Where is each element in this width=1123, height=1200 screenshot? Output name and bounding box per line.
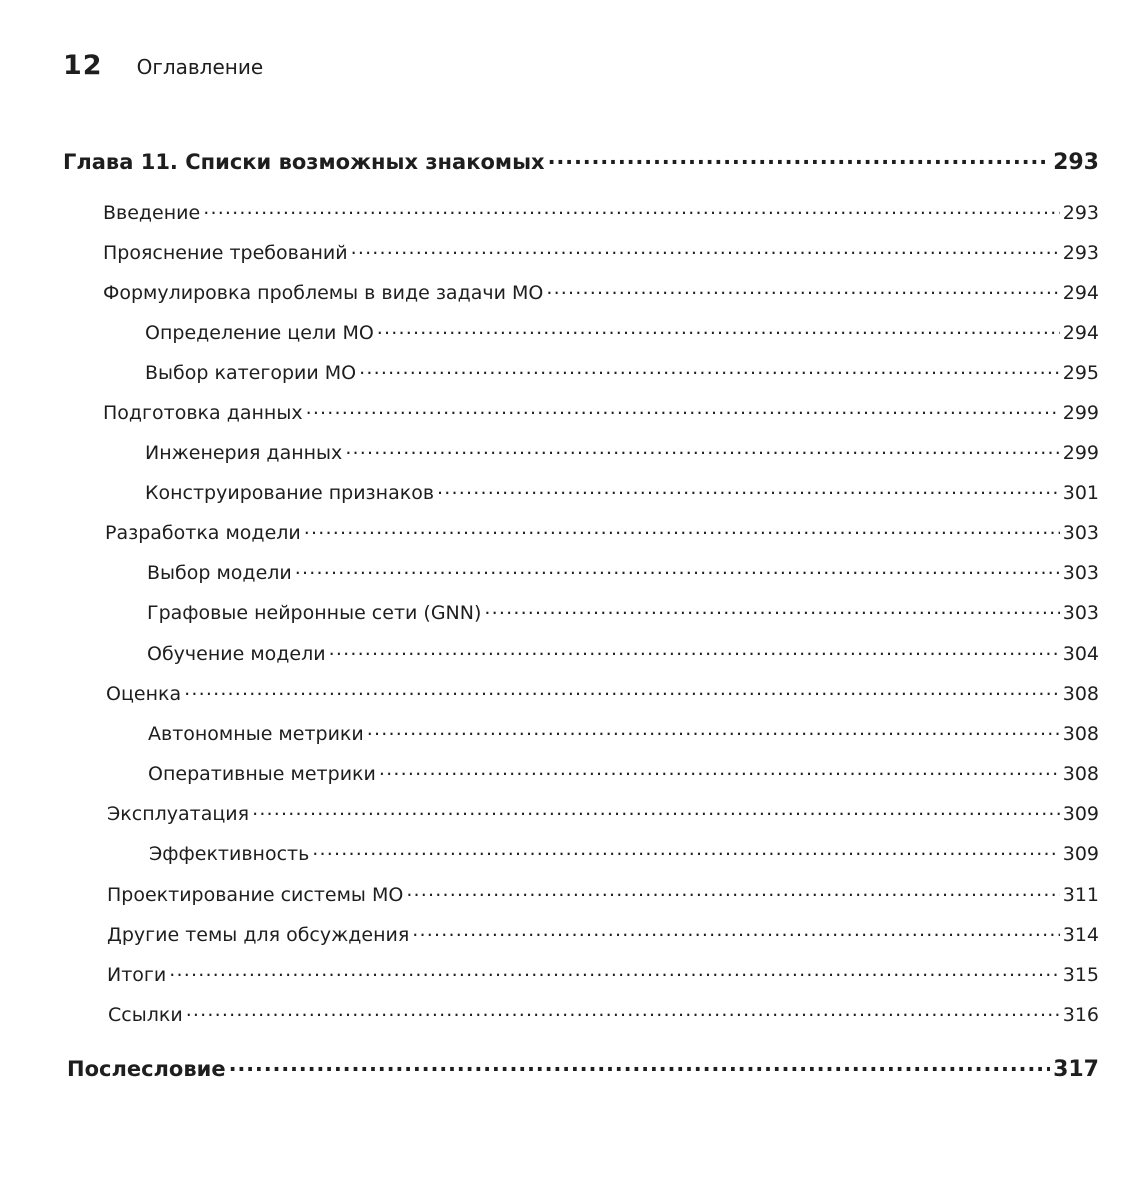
toc-leader-dots xyxy=(169,962,1059,981)
toc-entry-page: 293 xyxy=(1062,242,1099,264)
toc-leader-dots xyxy=(359,360,1060,379)
toc-entry-page: 303 xyxy=(1062,602,1099,624)
toc-entry-page: 308 xyxy=(1062,723,1099,745)
toc-entry-page: 295 xyxy=(1062,362,1099,384)
toc-entry xyxy=(103,200,1099,224)
toc-entry-page: 293 xyxy=(1062,202,1099,224)
toc-entry xyxy=(147,641,1099,665)
toc-entry-title: Графовые нейронные сети (GNN) xyxy=(147,602,482,624)
toc-entry xyxy=(147,600,1099,624)
toc-entry xyxy=(107,801,1099,825)
toc-entry-page: 304 xyxy=(1062,643,1099,665)
toc-leader-dots xyxy=(312,841,1059,860)
page-number: 12 xyxy=(63,50,103,81)
toc-entry xyxy=(149,841,1099,865)
toc-entry-page: 294 xyxy=(1062,282,1099,304)
toc-entry-title: Оценка xyxy=(106,683,182,705)
toc-entry-afterword xyxy=(67,1055,1099,1082)
toc-leader-dots xyxy=(229,1055,1050,1076)
toc-entry-title: Формулировка проблемы в виде задачи МО xyxy=(103,282,544,304)
toc-entry-title: Другие темы для обсуждения xyxy=(107,924,410,946)
toc-leader-dots xyxy=(295,560,1060,579)
toc-entry-page: 294 xyxy=(1062,322,1099,344)
toc-entry-title: Эффективность xyxy=(149,843,310,865)
toc-entry xyxy=(103,280,1099,304)
toc-entry-title: Выбор модели xyxy=(147,562,292,584)
toc-entry-title: Разработка модели xyxy=(105,522,301,544)
toc-leader-dots xyxy=(379,761,1060,780)
toc-entry-page: 303 xyxy=(1062,562,1099,584)
toc-entry-title: Выбор категории МО xyxy=(145,362,357,384)
toc-entry xyxy=(107,882,1099,906)
toc-entry-title: Послесловие xyxy=(67,1057,226,1081)
toc-entry xyxy=(103,400,1099,424)
toc-entry-chapter-11 xyxy=(63,148,1099,175)
toc-leader-dots xyxy=(484,600,1059,619)
toc-entry-title: Прояснение требований xyxy=(103,242,348,264)
toc-entry-page: 308 xyxy=(1062,763,1099,785)
toc-leader-dots xyxy=(351,240,1060,259)
toc-entry-page: 309 xyxy=(1062,843,1099,865)
toc-entry xyxy=(145,360,1099,384)
toc-leader-dots xyxy=(186,1002,1060,1021)
toc-entry-title: Оперативные метрики xyxy=(148,763,376,785)
toc-entry-page: 299 xyxy=(1062,442,1099,464)
toc-entry-title: Ссылки xyxy=(108,1004,183,1026)
toc-entry xyxy=(107,922,1099,946)
toc-entry-page: 309 xyxy=(1062,803,1099,825)
toc-entry-page: 314 xyxy=(1062,924,1099,946)
toc-entry-title: Подготовка данных xyxy=(103,402,303,424)
toc-entry xyxy=(107,962,1099,986)
toc-leader-dots xyxy=(548,148,1050,169)
toc-entry-page: 311 xyxy=(1062,884,1099,906)
toc-leader-dots xyxy=(329,641,1060,660)
toc-entry xyxy=(148,761,1099,785)
toc-leader-dots xyxy=(406,882,1059,901)
toc-leader-dots xyxy=(412,922,1059,941)
toc-leader-dots xyxy=(306,400,1060,419)
toc-entry-page: 317 xyxy=(1053,1057,1099,1082)
toc-leader-dots xyxy=(203,200,1060,219)
toc-entry xyxy=(108,1002,1099,1026)
toc-entry-title: Определение цели МО xyxy=(145,322,374,344)
toc-entry-title: Проектирование системы МО xyxy=(107,884,404,906)
toc-entry-page: 316 xyxy=(1062,1004,1099,1026)
toc-entry-page: 299 xyxy=(1062,402,1099,424)
toc-entry-page: 303 xyxy=(1062,522,1099,544)
toc-leader-dots xyxy=(377,320,1060,339)
toc-entry-title: Конструирование признаков xyxy=(145,482,435,504)
toc-entry xyxy=(148,721,1099,745)
toc-leader-dots xyxy=(345,440,1059,459)
toc-entry xyxy=(106,681,1099,705)
toc-entry xyxy=(105,520,1099,544)
toc-entry-title: Введение xyxy=(103,202,201,224)
toc-entry xyxy=(147,560,1099,584)
toc-entry-title: Итоги xyxy=(107,964,167,986)
toc-entry xyxy=(145,440,1099,464)
toc-entry-page: 293 xyxy=(1053,150,1099,175)
toc-entry-title: Автономные метрики xyxy=(148,723,364,745)
toc-entry xyxy=(145,320,1099,344)
running-head-section: Оглавление xyxy=(136,55,264,79)
toc-leader-dots xyxy=(546,280,1059,299)
toc-entry-page: 308 xyxy=(1062,683,1099,705)
toc-leader-dots xyxy=(304,520,1060,539)
toc-leader-dots xyxy=(367,721,1060,740)
toc-entry-title: Обучение модели xyxy=(147,643,326,665)
toc-entry-title: Глава 11. Списки возможных знакомых xyxy=(63,150,545,174)
toc-leader-dots xyxy=(437,480,1060,499)
toc-entry-page: 301 xyxy=(1062,482,1099,504)
toc-entry-title: Эксплуатация xyxy=(107,803,250,825)
toc-entry-title: Инженерия данных xyxy=(145,442,343,464)
toc-entry xyxy=(145,480,1099,504)
toc-leader-dots xyxy=(252,801,1060,820)
toc-entry-page: 315 xyxy=(1062,964,1099,986)
toc-leader-dots xyxy=(184,681,1060,700)
toc-entry xyxy=(103,240,1099,264)
